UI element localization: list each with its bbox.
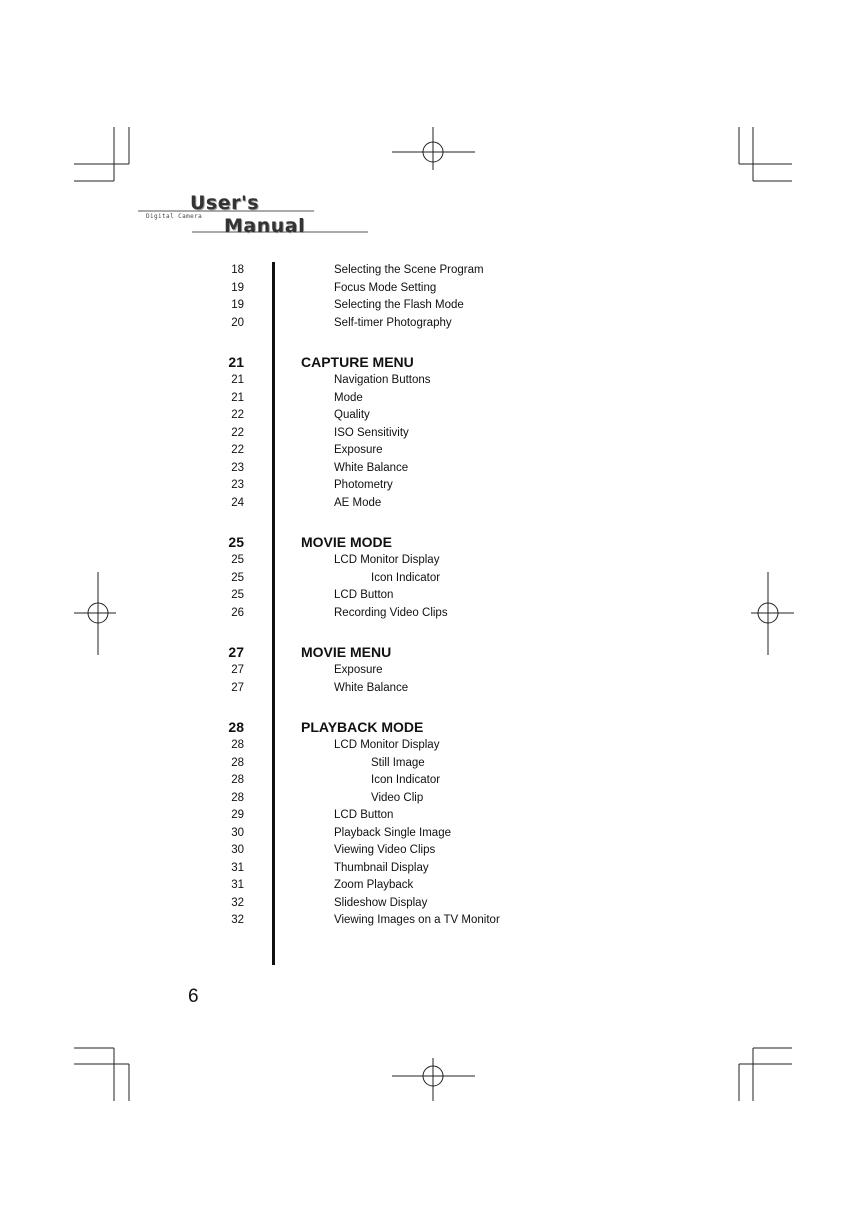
toc-page-number: 30 — [231, 826, 244, 839]
toc-entry[interactable] — [0, 407, 868, 424]
toc-section-heading[interactable] — [0, 534, 868, 551]
toc-title: White Balance — [334, 461, 409, 474]
toc-entry[interactable] — [0, 680, 868, 697]
toc-entry[interactable] — [0, 587, 868, 604]
toc-title: Icon Indicator — [371, 774, 441, 786]
toc-page-number: 25 — [231, 589, 244, 601]
toc-page-number: 18 — [231, 264, 244, 276]
toc-section-heading[interactable] — [0, 644, 868, 661]
toc-title: Still Image — [371, 756, 425, 769]
toc-title: Selecting the Flash Mode — [334, 299, 464, 311]
toc-page-number: 22 — [231, 409, 244, 421]
toc-title: Navigation Buttons — [334, 374, 431, 386]
toc-entry[interactable] — [0, 570, 868, 587]
toc-title: Icon Indicator — [371, 571, 441, 584]
toc-title: Zoom Playback — [334, 879, 414, 891]
toc-entry[interactable] — [0, 895, 868, 912]
toc-page-number: 25 — [231, 571, 244, 584]
logo-tagline: Digital Camera — [146, 213, 203, 220]
toc-entry[interactable] — [0, 297, 868, 314]
toc-entry[interactable] — [0, 790, 868, 807]
toc-page-number: 21 — [231, 374, 244, 386]
toc-title: MOVIE MODE — [301, 533, 393, 550]
toc-page-number: 19 — [231, 299, 244, 311]
toc-page-number: 28 — [228, 718, 244, 735]
toc-page-number: 23 — [231, 479, 244, 491]
toc-title: CAPTURE MENU — [301, 353, 414, 370]
toc-page-number: 22 — [231, 426, 244, 439]
toc-page-number: 20 — [231, 316, 244, 329]
toc-title: Viewing Images on a TV Monitor — [334, 914, 500, 926]
toc-entry[interactable] — [0, 477, 868, 494]
toc-title: Slideshow Display — [334, 896, 428, 909]
toc-title: PLAYBACK MODE — [301, 718, 424, 735]
toc-title: Photometry — [334, 479, 393, 491]
toc-page-number: 28 — [231, 791, 244, 804]
toc-entry[interactable] — [0, 315, 868, 332]
toc-page-number: 23 — [231, 461, 244, 474]
toc-entry[interactable] — [0, 772, 868, 789]
users-manual-logo — [136, 190, 376, 240]
toc-title: White Balance — [334, 681, 409, 694]
toc-page-number: 27 — [231, 681, 244, 694]
toc-entry[interactable] — [0, 842, 868, 859]
toc-page-number: 30 — [231, 844, 244, 856]
toc-title: AE Mode — [334, 496, 382, 509]
toc-page-number: 25 — [231, 554, 244, 566]
toc-entry[interactable] — [0, 495, 868, 512]
logo-manual: Manual — [224, 215, 306, 237]
toc-entry[interactable] — [0, 442, 868, 459]
toc-entry[interactable] — [0, 460, 868, 477]
toc-entry[interactable] — [0, 262, 868, 279]
toc-title: LCD Button — [334, 809, 394, 821]
toc-entry[interactable] — [0, 390, 868, 407]
toc-title: LCD Button — [334, 589, 394, 601]
toc-page-number: 32 — [231, 896, 244, 909]
toc-page-number: 22 — [231, 444, 244, 456]
toc-page-number: 32 — [231, 914, 244, 926]
toc-entry[interactable] — [0, 860, 868, 877]
toc-page-number: 28 — [231, 774, 244, 786]
toc-title: Self-timer Photography — [334, 316, 452, 329]
toc-entry[interactable] — [0, 605, 868, 622]
toc-entry[interactable] — [0, 737, 868, 754]
toc-title: LCD Monitor Display — [334, 554, 440, 566]
toc-title: ISO Sensitivity — [334, 426, 409, 439]
toc-entry[interactable] — [0, 755, 868, 772]
toc-page-number: 28 — [231, 756, 244, 769]
toc-title: MOVIE MENU — [301, 643, 392, 660]
toc-page-number: 26 — [231, 606, 244, 619]
toc-page-number: 19 — [231, 281, 244, 294]
toc-title: Exposure — [334, 444, 383, 456]
toc-title: Thumbnail Display — [334, 861, 429, 874]
toc-entry[interactable] — [0, 912, 868, 929]
toc-title: Quality — [334, 409, 370, 421]
toc-page-number: 24 — [231, 496, 244, 509]
toc-page-number: 21 — [231, 391, 244, 404]
toc-entry[interactable] — [0, 425, 868, 442]
toc-entry[interactable] — [0, 372, 868, 389]
toc-title: Recording Video Clips — [334, 606, 448, 619]
toc-section-heading[interactable] — [0, 354, 868, 371]
toc-page-number: 31 — [231, 861, 244, 874]
toc-page-number: 28 — [231, 739, 244, 751]
toc-section-heading[interactable] — [0, 719, 868, 736]
toc-page-number: 27 — [228, 643, 244, 660]
toc-page-number: 31 — [231, 879, 244, 891]
page-number: 6 — [188, 986, 199, 1007]
toc-entry[interactable] — [0, 877, 868, 894]
toc-entry[interactable] — [0, 280, 868, 297]
toc-title: Video Clip — [371, 791, 424, 804]
toc-title: Viewing Video Clips — [334, 844, 436, 856]
toc-entry[interactable] — [0, 662, 868, 679]
toc-page-number: 21 — [228, 353, 244, 370]
logo-users: User's — [190, 192, 260, 214]
toc-entry[interactable] — [0, 807, 868, 824]
toc-page-number: 25 — [228, 533, 244, 550]
toc-title: Playback Single Image — [334, 826, 451, 839]
toc-title: LCD Monitor Display — [334, 739, 440, 751]
toc-entry[interactable] — [0, 825, 868, 842]
toc-page-number: 27 — [231, 664, 244, 676]
toc-entry[interactable] — [0, 552, 868, 569]
toc-title: Mode — [334, 391, 363, 404]
toc-title: Exposure — [334, 664, 383, 676]
toc-title: Focus Mode Setting — [334, 281, 437, 294]
toc-title: Selecting the Scene Program — [334, 264, 484, 276]
toc-page-number: 29 — [231, 809, 244, 821]
